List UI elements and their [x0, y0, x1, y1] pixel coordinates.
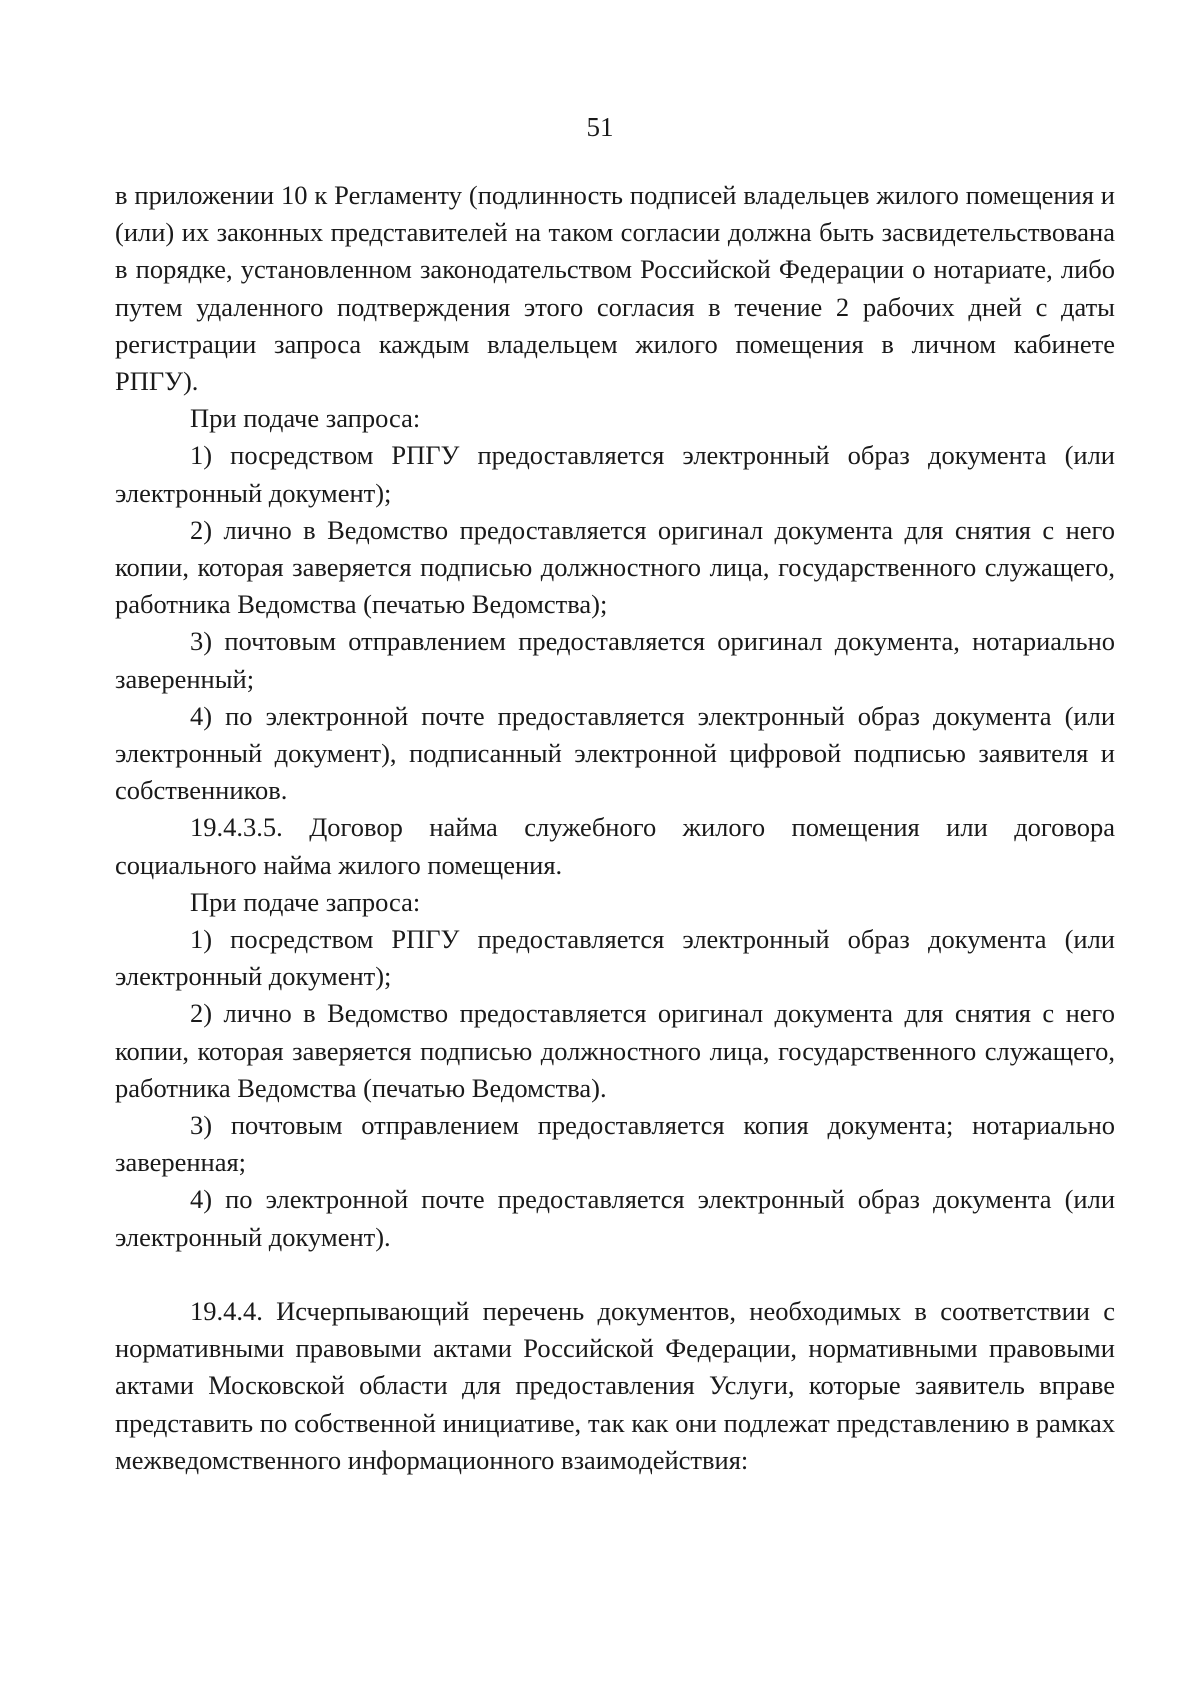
paragraph-section-19-4-3-5: 19.4.3.5. Договор найма служебного жилого помещения или договора социального найма жилого помещения.: [115, 812, 1115, 880]
page-number: 51: [586, 112, 614, 142]
paragraph-list-item: 3) почтовым отправлением предоставляется копия документа; нотариально заверенная;: [115, 1110, 1115, 1178]
paragraph-list-item: 3) почтовым отправлением предоставляется оригинал документа, нотариально заверенный;: [115, 626, 1115, 694]
paragraph-list-item: 2) лично в Ведомство предоставляется оригинал документа для снятия с него копии, которая заверяется подписью должностного лица, государственного служащего, работника Ведомства (печатью Ведомства);: [115, 514, 1115, 620]
paragraph-list-item: 4) по электронной почте предоставляется электронный образ документа (или электронный документ), подписанный электронной цифровой подписью заявителя и собственников.: [115, 700, 1115, 806]
paragraph-submission-heading: При подаче запроса:: [190, 403, 421, 434]
paragraph-list-item: 2) лично в Ведомство предоставляется оригинал документа для снятия с него копии, которая заверяется подписью должностного лица, государственного служащего, работника Ведомства (печатью Ведомства).: [115, 998, 1115, 1103]
paragraph-list-item: 1) посредством РПГУ предоставляется электронный образ документа (или электронный документ);: [115, 440, 1115, 508]
paragraph-list-item: 4) по электронной почте предоставляется электронный образ документа (или электронный документ).: [115, 1184, 1115, 1252]
document-body: [115, 177, 1115, 1479]
paragraph-continuation: в приложении 10 к Регламенту (подлинность подписей владельцев жилого помещения и (или) их законных представителей на таком согласии должна быть засвидетельствована в порядке, установленном законодательством Российской Федерации о нотариате, либо путем удаленного подтверждения этого согласия в течение 2 рабочих дней с даты регистрации запроса каждым владельцем жилого помещения в личном кабинете РПГУ).: [115, 180, 1115, 397]
paragraph-list-item: 1) посредством РПГУ предоставляется электронный образ документа (или электронный документ);: [115, 924, 1115, 992]
paragraph-section-19-4-4: 19.4.4. Исчерпывающий перечень документов, необходимых в соответствии с нормативными правовыми актами Российской Федерации, нормативными правовыми актами Московской области для предоставления Услуги, которые заявитель вправе представить по собственной инициативе, так как они подлежат представлению в рамках межведомственного информационного взаимодействия:: [115, 1295, 1115, 1475]
paragraph-submission-heading: При подаче запроса:: [190, 886, 421, 917]
